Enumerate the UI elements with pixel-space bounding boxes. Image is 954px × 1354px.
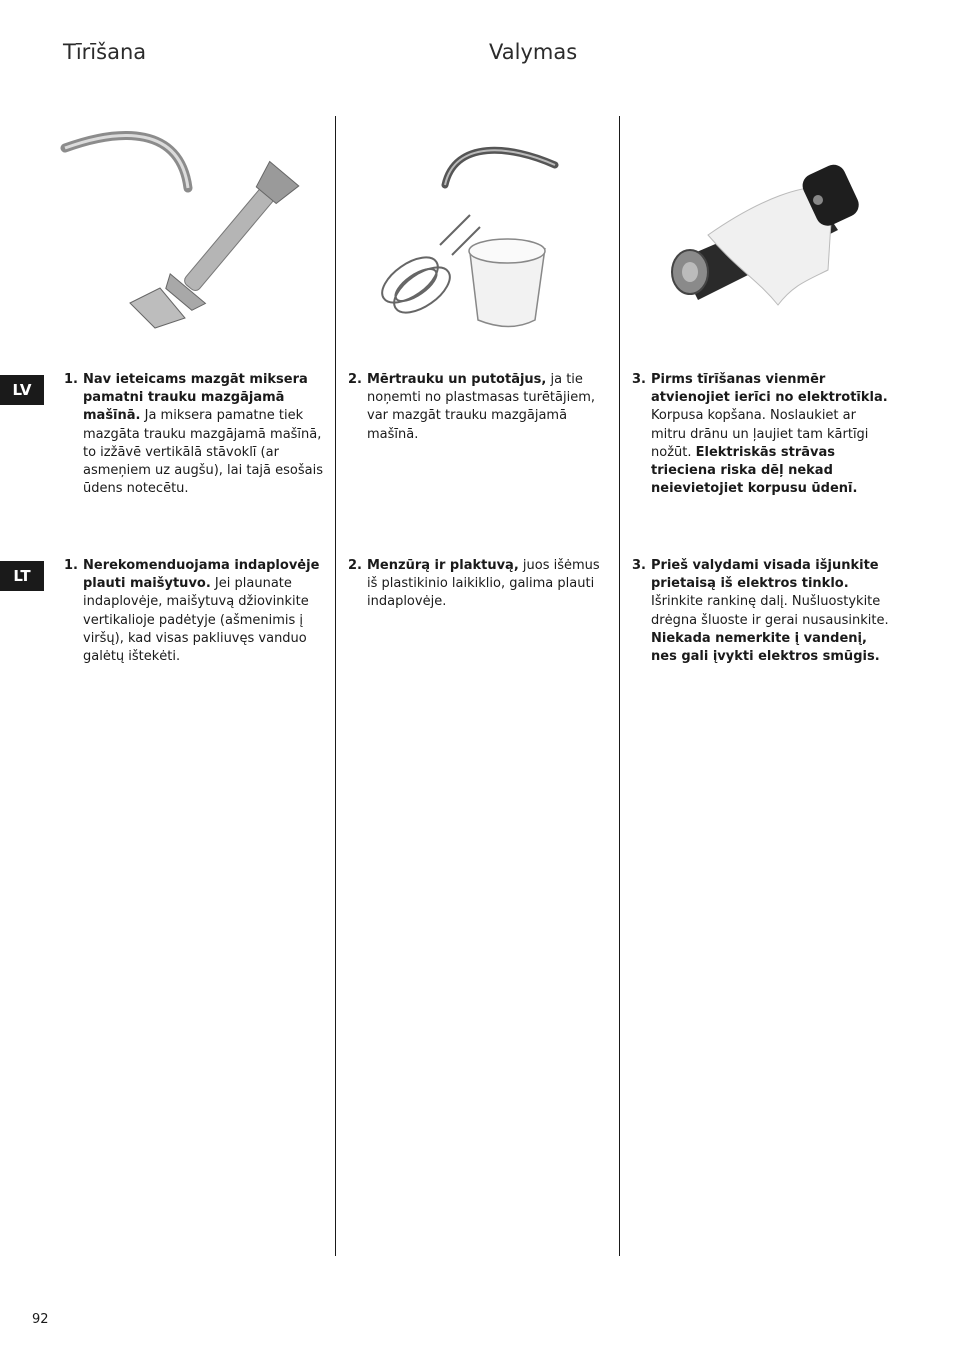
whisk-and-beaker-illustration (370, 135, 560, 335)
language-tab-lv: LV (0, 375, 44, 405)
column-divider-2 (619, 116, 620, 1256)
heading-lv: Tīrīšana (63, 40, 147, 64)
blender-shaft-illustration (60, 118, 330, 340)
lt-step-3: 3. Prieš valydami visada išjunkite prietaisą iš elektros tinklo. Išrinkite rankinę dalį. Nušluostykite drėgna šluoste ir gerai nusausinkite. Niekada nemerkite į vandenį, nes gali įvykti elektros smūgis. (632, 558, 889, 665)
heading-lt: Valymas (489, 40, 578, 64)
lv-step-2: 2. Mērtrauku un putotājus, ja tie noņemti no plastmasas turētājiem, var mazgāt trauku mazgājamā mašīnā. (348, 372, 595, 442)
lv-step-1: 1. Nav ieteicams mazgāt miksera pamatni trauku mazgājamā mašīnā. Ja miksera pamatne tiek mazgāta trauku mazgājamā mašīnā, to izžāvē vertikālā stāvoklī (ar asmeņiem uz augšu), lai tajā esošais ūdens notecētu. (64, 372, 323, 497)
lt-step-2: 2. Menzūrą ir plaktuvą, juos išėmus iš plastikinio laikiklio, galima plauti indaplovėje. (348, 558, 600, 610)
lv-step-3: 3. Pirms tīrīšanas vienmēr atvienojiet ierīci no elektrotīkla. Korpusa kopšana. Noslaukiet ar mitru drānu un ļaujiet tam kārtīgi nožūt. Elektriskās strāvas trieciena riska dēļ nekad neievietojiet korpusu ūdenī. (632, 372, 888, 497)
page-number: 92 (32, 1312, 49, 1327)
motor-body-cleaning-illustration (668, 160, 868, 310)
column-divider-1 (335, 116, 336, 1256)
lt-step-1: 1. Nerekomenduojama indaplovėje plauti maišytuvo. Jei plaunate indaplovėje, maišytuvą džiovinkite vertikalioje padėtyje (ašmenimis į viršų), kad visas pakliuvęs vanduo galėtų ištekėti. (64, 558, 320, 665)
language-tab-lt: LT (0, 561, 44, 591)
